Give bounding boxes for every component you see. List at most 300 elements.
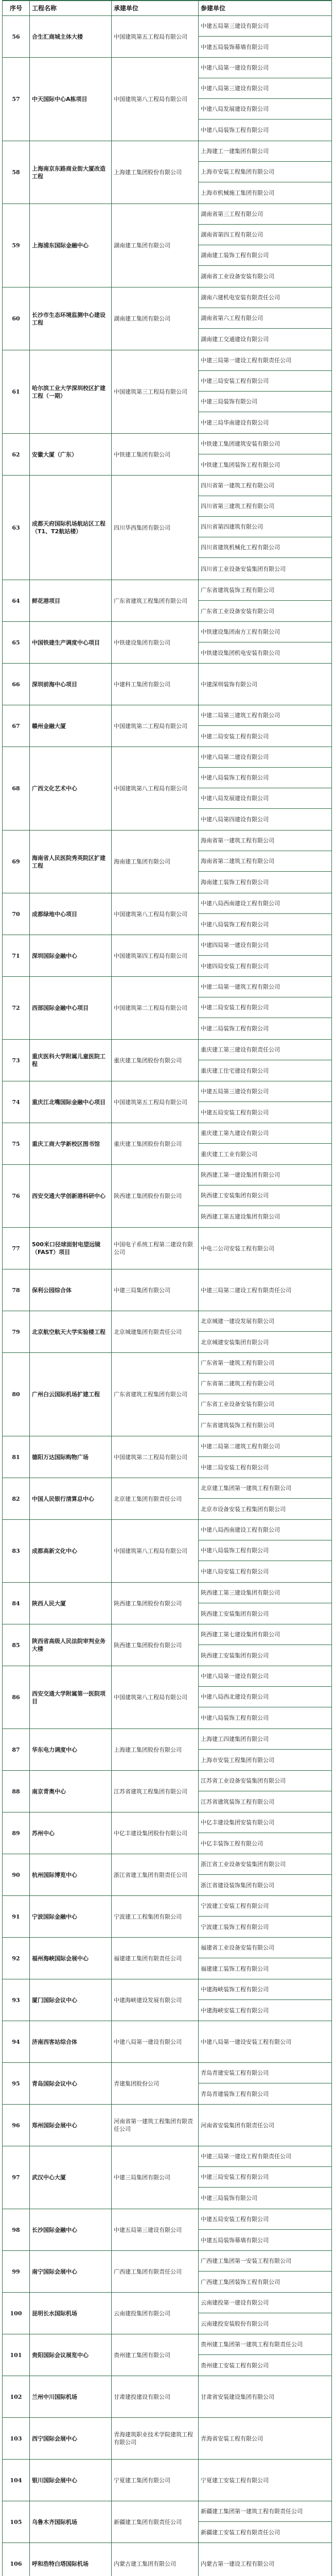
lead-contractor: 重庆建工集团股份有限公司 <box>112 1040 199 1081</box>
table-row <box>3 1353 332 1374</box>
table-row <box>3 1269 332 1311</box>
participating-unit: 青岛青建装饰工程有限公司 <box>199 2083 332 2105</box>
row-number: 103 <box>3 2418 30 2460</box>
participating-unit: 广西建工集团第一安装工程有限公司 <box>199 2251 332 2272</box>
table-row <box>3 1771 332 1791</box>
lead-contractor: 中国建筑第八工程局有限公司 <box>112 1666 199 1729</box>
participating-unit: 中建四局第一建设有限公司 <box>199 935 332 956</box>
table-row <box>3 2021 332 2063</box>
table-row <box>3 1666 332 1687</box>
table-row <box>3 16 332 37</box>
participating-unit: 中亿丰装饰工程有限公司 <box>199 1833 332 1854</box>
row-number: 104 <box>3 2460 30 2501</box>
project-name: 哈尔滨工业大学深圳校区扩建工程（一期） <box>30 350 112 434</box>
lead-contractor: 中国建筑第三工程局有限公司 <box>112 350 199 434</box>
lead-contractor: 重庆建工集团股份有限公司 <box>112 1123 199 1165</box>
lead-contractor: 湖南建工集团有限公司 <box>112 204 199 287</box>
lead-contractor: 中建三局集团有限公司 <box>112 2146 199 2209</box>
participating-unit: 新疆建工安装工程有限责任公司 <box>199 2522 332 2543</box>
table-row <box>3 622 332 642</box>
row-number: 87 <box>3 1729 30 1771</box>
participating-unit: 中建八局第四建设有限公司 <box>199 809 332 831</box>
table-row <box>3 2376 332 2418</box>
participating-unit: 内蒙古第一建设工程有限公司 <box>199 2543 332 2576</box>
participating-unit: 江苏省工业设备安装集团有限公司 <box>199 1771 332 1791</box>
lead-contractor: 广西建工集团有限责任公司 <box>112 2251 199 2293</box>
table-row <box>3 1311 332 1332</box>
table-row <box>3 1896 332 1917</box>
table-row <box>3 893 332 914</box>
participating-unit: 海南省第二建筑工程有限公司 <box>199 851 332 872</box>
participating-unit: 中建二局第二建筑工程有限公司 <box>199 1436 332 1457</box>
project-name: 武汉中心大厦 <box>30 2146 112 2209</box>
project-name: 银川国际会展中心 <box>30 2460 112 2501</box>
lead-contractor: 上海建工集团股份有限公司 <box>112 141 199 204</box>
table-row <box>3 2334 332 2355</box>
row-number: 81 <box>3 1436 30 1478</box>
participating-unit: 北京市设备安装工程集团有限公司 <box>199 1499 332 1520</box>
lead-contractor: 中国建筑第二工程局有限公司 <box>112 1436 199 1478</box>
participating-unit: 中建三局第一建设工程有限责任公司 <box>199 350 332 371</box>
project-name: 安徽大厦（广东） <box>30 434 112 476</box>
row-number: 102 <box>3 2376 30 2418</box>
project-name: 西安交通大学附属第一医院项目 <box>30 1666 112 1729</box>
lead-contractor: 北京建工集团有限责任公司 <box>112 1478 199 1520</box>
participating-unit: 广东省第一建筑工程有限公司 <box>199 1353 332 1374</box>
table-row <box>3 58 332 78</box>
header-lead: 承建单位 <box>112 1 199 16</box>
table-row <box>3 1436 332 1457</box>
lead-contractor: 中亿丰建设集团股份有限公司 <box>112 1812 199 1854</box>
project-name: 合生汇商城主体大楼 <box>30 16 112 58</box>
participating-unit: 中建八局装饰工程有限公司 <box>199 768 332 788</box>
lead-contractor: 青海建筑职业技术学院建筑工程有限公司 <box>112 2418 199 2460</box>
row-number: 86 <box>3 1666 30 1729</box>
lead-contractor: 福建建工集团有限责任公司 <box>112 1938 199 1979</box>
project-name: 保利公园综合体 <box>30 1269 112 1311</box>
table-row <box>3 1228 332 1269</box>
project-name: 陕西省高级人民法院审判业务大楼 <box>30 1624 112 1666</box>
row-number: 58 <box>3 141 30 204</box>
participating-unit: 重庆建工住宅建设有限公司 <box>199 1060 332 1081</box>
project-name: 南京青奥中心 <box>30 1771 112 1812</box>
table-row <box>3 1165 332 1185</box>
lead-contractor: 中建科工集团有限公司 <box>112 664 199 705</box>
participating-unit: 中亿丰建设集团安装有限公司 <box>199 1812 332 1833</box>
table-row <box>3 747 332 768</box>
row-number: 96 <box>3 2105 30 2146</box>
project-name: 广州白云国际机场扩建工程 <box>30 1353 112 1436</box>
participating-unit: 中建深圳装饰有限公司 <box>199 664 332 705</box>
row-number: 95 <box>3 2063 30 2105</box>
participating-unit: 中建八局装饰工程有限公司 <box>199 1540 332 1561</box>
lead-contractor: 中铁建设集团有限公司 <box>112 622 199 664</box>
table-row <box>3 831 332 851</box>
project-name: 南宁国际会展中心 <box>30 2251 112 2293</box>
lead-contractor: 广东省建筑工程集团有限公司 <box>112 580 199 622</box>
participating-unit: 中建五局安装工程有限公司 <box>199 2209 332 2230</box>
row-number: 59 <box>3 204 30 287</box>
table-row <box>3 1123 332 1144</box>
project-name: 鲜花港项目 <box>30 580 112 622</box>
row-number: 106 <box>3 2543 30 2576</box>
participating-unit: 陕西建工安装集团有限公司 <box>199 1185 332 1206</box>
table-row <box>3 2293 332 2313</box>
lead-contractor: 中建八局第一建设有限公司 <box>112 2021 199 2063</box>
participating-unit: 四川省第三建筑工程有限公司 <box>199 496 332 517</box>
participating-unit: 北京建工集团第一建筑工程有限公司 <box>199 1478 332 1499</box>
participating-unit: 甘肃省安装建设集团有限公司 <box>199 2376 332 2418</box>
lead-contractor: 江苏省建筑工程集团有限公司 <box>112 1771 199 1812</box>
participating-unit: 陕西建工安装集团有限公司 <box>199 1645 332 1666</box>
project-name: 海南省人民医院秀英院区扩建工程 <box>30 831 112 893</box>
participating-unit: 广东省工业设备安装有限公司 <box>199 1394 332 1415</box>
project-name: 宁波国际金融中心 <box>30 1896 112 1938</box>
lead-contractor: 海南建工集团有限公司 <box>112 831 199 893</box>
participating-unit: 广东省建筑装饰工程有限公司 <box>199 1415 332 1436</box>
row-number: 64 <box>3 580 30 622</box>
lead-contractor: 湖南建工集团有限公司 <box>112 287 199 350</box>
project-name: 昆明长水国际机场 <box>30 2293 112 2334</box>
header-row <box>3 1 332 16</box>
lead-contractor: 中国建筑第四工程局有限公司 <box>112 935 199 977</box>
participating-unit: 海南省第一建筑工程有限公司 <box>199 831 332 851</box>
row-number: 66 <box>3 664 30 705</box>
table-row <box>3 2251 332 2272</box>
participating-unit: 浙江省建设装饰集团有限公司 <box>199 1875 332 1896</box>
row-number: 94 <box>3 2021 30 2063</box>
row-number: 74 <box>3 1081 30 1123</box>
row-number: 97 <box>3 2146 30 2209</box>
lead-contractor: 内蒙古建工集团有限公司 <box>112 2543 199 2576</box>
participating-unit: 湖南六建机电安装有限责任公司 <box>199 287 332 308</box>
lead-contractor: 浙江省建工集团有限责任公司 <box>112 1854 199 1896</box>
project-name: 青岛国际会议中心 <box>30 2063 112 2105</box>
row-number: 57 <box>3 58 30 141</box>
participating-unit: 北京城建安装集团有限公司 <box>199 1332 332 1353</box>
row-number: 105 <box>3 2501 30 2543</box>
table-row <box>3 1938 332 1958</box>
project-name: 贵阳国际会议展览中心 <box>30 2334 112 2376</box>
project-name: 郑州国际会展中心 <box>30 2105 112 2146</box>
lead-contractor: 中国建筑第五工程局有限公司 <box>112 16 199 58</box>
participating-unit: 陕西建工第五建设集团有限公司 <box>199 1206 332 1228</box>
participating-unit: 中建五局装饰幕墙有限公司 <box>199 37 332 58</box>
participating-unit: 中建八局西北建设有限公司 <box>199 1687 332 1707</box>
lead-contractor: 四川华西集团有限公司 <box>112 476 199 580</box>
table-row <box>3 2501 332 2522</box>
project-name: 成都天府国际机场航站区工程（T1、T2航站楼） <box>30 476 112 580</box>
lead-contractor: 陕西建工集团股份有限公司 <box>112 1165 199 1228</box>
participating-unit: 贵州建工集团第一建筑工程有限责任公司 <box>199 2334 332 2355</box>
table-row <box>3 2063 332 2083</box>
participating-unit: 浙江省工业设备安装集团有限公司 <box>199 1854 332 1875</box>
lead-contractor: 新疆建工集团有限责任公司 <box>112 2501 199 2543</box>
participating-unit: 广东省工业设备安装有限公司 <box>199 601 332 622</box>
table-body <box>3 16 332 2576</box>
participating-unit: 北京城建一建设发展有限公司 <box>199 1311 332 1332</box>
participating-unit: 中建五局装饰幕墙有限公司 <box>199 2230 332 2251</box>
table-row <box>3 350 332 371</box>
row-number: 91 <box>3 1896 30 1938</box>
participating-unit: 四川省第一建筑工程有限公司 <box>199 476 332 496</box>
header-part: 参建单位 <box>199 1 332 16</box>
participating-unit: 中建三局安装工程有限公司 <box>199 2167 332 2188</box>
row-number: 68 <box>3 747 30 831</box>
participating-unit: 广东省建筑装饰工程有限公司 <box>199 580 332 601</box>
participating-unit: 中建二局第一建筑工程有限公司 <box>199 977 332 997</box>
lead-contractor: 中建海峡建设发展有限公司 <box>112 1979 199 2021</box>
row-number: 75 <box>3 1123 30 1165</box>
table-row <box>3 1040 332 1060</box>
lead-contractor: 中国建筑第二工程局有限公司 <box>112 977 199 1040</box>
lead-contractor: 甘肃建投建设有限公司 <box>112 2376 199 2418</box>
participating-unit: 福建省工业设备安装有限公司 <box>199 1938 332 1958</box>
project-name: 长沙国际金融中心 <box>30 2209 112 2251</box>
row-number: 73 <box>3 1040 30 1081</box>
participating-unit: 福建建工装饰工程有限公司 <box>199 1958 332 1979</box>
award-table <box>2 0 332 2576</box>
lead-contractor: 中建三局集团有限公司 <box>112 1269 199 1311</box>
participating-unit: 河南省安装集团有限责任公司 <box>199 2105 332 2146</box>
participating-unit: 中电二公司安装工程有限公司 <box>199 1228 332 1269</box>
participating-unit: 中建海峡装饰工程有限公司 <box>199 1979 332 2000</box>
row-number: 67 <box>3 705 30 747</box>
participating-unit: 中建八局装饰工程有限公司 <box>199 1707 332 1729</box>
participating-unit: 中建三局第一建设工程有限责任公司 <box>199 2146 332 2167</box>
participating-unit: 中建四局安装工程有限公司 <box>199 956 332 977</box>
participating-unit: 中建三局安装工程有限公司 <box>199 371 332 392</box>
participating-unit: 中建八局装饰工程有限公司 <box>199 914 332 935</box>
table-row <box>3 1478 332 1499</box>
project-name: 中国铁建生产调度中心项目 <box>30 622 112 664</box>
table-row <box>3 204 332 225</box>
participating-unit: 中铁建工集团建筑安装有限公司 <box>199 434 332 454</box>
table-row <box>3 1854 332 1875</box>
table-row <box>3 1583 332 1603</box>
lead-contractor: 中国建筑第八工程局有限公司 <box>112 893 199 935</box>
participating-unit: 中建八局第二建设有限公司 <box>199 747 332 768</box>
table-row <box>3 1812 332 1833</box>
table-row <box>3 1979 332 2000</box>
participating-unit: 四川省第四建筑有限公司 <box>199 517 332 537</box>
row-number: 61 <box>3 350 30 434</box>
table-row <box>3 2209 332 2230</box>
lead-contractor: 中国建筑第八工程局有限公司 <box>112 1520 199 1583</box>
row-number: 70 <box>3 893 30 935</box>
table-row <box>3 935 332 956</box>
participating-unit: 湖南省工业设备安装有限公司 <box>199 266 332 287</box>
participating-unit: 陕西建工第七建设集团有限公司 <box>199 1624 332 1645</box>
header-no: 序号 <box>3 1 30 16</box>
participating-unit: 青岛青建安装工程有限公司 <box>199 2063 332 2083</box>
lead-contractor: 北京城建集团有限责任公司 <box>112 1311 199 1353</box>
participating-unit: 宁波建工装饰工程有限公司 <box>199 1917 332 1938</box>
participating-unit: 中铁建工集团装饰工程有限公司 <box>199 454 332 476</box>
participating-unit: 中建海峡安装工程有限公司 <box>199 2000 332 2021</box>
participating-unit: 中建八局发展建设有限公司 <box>199 99 332 120</box>
row-number: 65 <box>3 622 30 664</box>
participating-unit: 广东省第二建筑工程有限公司 <box>199 1374 332 1394</box>
row-number: 77 <box>3 1228 30 1269</box>
row-number: 93 <box>3 1979 30 2021</box>
participating-unit: 中建五局第三建设有限公司 <box>199 1081 332 1102</box>
row-number: 82 <box>3 1478 30 1520</box>
row-number: 78 <box>3 1269 30 1311</box>
project-name: 济南西客站综合体 <box>30 2021 112 2063</box>
participating-unit: 湖南省第三工程有限公司 <box>199 204 332 225</box>
participating-unit: 上海建工四建集团有限公司 <box>199 1729 332 1750</box>
row-number: 79 <box>3 1311 30 1353</box>
lead-contractor: 中建五局第三建设有限公司 <box>112 2209 199 2251</box>
table-row <box>3 580 332 601</box>
project-name: 乌鲁木齐国际机场 <box>30 2501 112 2543</box>
project-name: 苏州中心 <box>30 1812 112 1854</box>
table-row <box>3 2146 332 2167</box>
lead-contractor: 宁波建工工程集团有限公司 <box>112 1896 199 1938</box>
participating-unit: 宁夏建工安装工程有限公司 <box>199 2460 332 2501</box>
participating-unit: 中建八局装饰工程有限公司 <box>199 120 332 141</box>
table-row <box>3 705 332 726</box>
lead-contractor: 中国电子系统工程第二建设有限公司 <box>112 1228 199 1269</box>
table-row <box>3 2460 332 2501</box>
project-name: 重庆医科大学附属儿童医院工程 <box>30 1040 112 1081</box>
lead-contractor: 宁夏建工集团有限公司 <box>112 2460 199 2501</box>
project-name: 深圳国际金融中心 <box>30 935 112 977</box>
participating-unit: 中建三局第二建设工程有限责任公司 <box>199 1269 332 1311</box>
project-name: 厦门国际会议中心 <box>30 1979 112 2021</box>
project-name: 500米口径球面射电望远镜（FAST）项目 <box>30 1228 112 1269</box>
table-row <box>3 476 332 496</box>
row-number: 63 <box>3 476 30 580</box>
table-row <box>3 2543 332 2576</box>
row-number: 89 <box>3 1812 30 1854</box>
project-name: 呼和浩特白塔国际机场 <box>30 2543 112 2576</box>
row-number: 71 <box>3 935 30 977</box>
participating-unit: 重庆建工第三建设有限责任公司 <box>199 1040 332 1060</box>
row-number: 84 <box>3 1583 30 1624</box>
table-row <box>3 1081 332 1102</box>
participating-unit: 新疆建工集团第一建筑工程有限责任公司 <box>199 2501 332 2522</box>
row-number: 60 <box>3 287 30 350</box>
participating-unit: 湖南省第六工程有限公司 <box>199 308 332 329</box>
table-row <box>3 141 332 162</box>
participating-unit: 中建八局安装工程有限公司 <box>199 1561 332 1583</box>
participating-unit: 中建八局第一建设有限公司 <box>199 1666 332 1687</box>
project-name: 德阳万达国际购物广场 <box>30 1436 112 1478</box>
project-name: 赣州金融大厦 <box>30 705 112 747</box>
project-name: 西部国际金融中心项目 <box>30 977 112 1040</box>
participating-unit: 中建八局西南建设工程有限公司 <box>199 893 332 914</box>
lead-contractor: 贵州建工集团有限公司 <box>112 2334 199 2376</box>
participating-unit: 上海市机械施工集团有限公司 <box>199 182 332 204</box>
project-name: 福州海峡国际会展中心 <box>30 1938 112 1979</box>
participating-unit: 中建三局装饰有限公司 <box>199 2188 332 2209</box>
participating-unit: 中建二局装饰工程有限公司 <box>199 1018 332 1040</box>
table-row <box>3 977 332 997</box>
participating-unit: 云南建投第一建设有限公司 <box>199 2293 332 2313</box>
project-name: 广西文化艺术中心 <box>30 747 112 831</box>
row-number: 85 <box>3 1624 30 1666</box>
participating-unit: 上海市安装工程集团有限公司 <box>199 1750 332 1771</box>
project-name: 兰州中川国际机场 <box>30 2376 112 2418</box>
lead-contractor: 中国建筑第八工程局有限公司 <box>112 747 199 831</box>
participating-unit: 中建二局安装工程有限公司 <box>199 1457 332 1478</box>
row-number: 88 <box>3 1771 30 1812</box>
project-name: 陕西人民大厦 <box>30 1583 112 1624</box>
participating-unit: 中建二局安装工程有限公司 <box>199 726 332 747</box>
participating-unit: 上海市安装工程集团有限公司 <box>199 162 332 182</box>
participating-unit: 陕西建工第三建设集团有限公司 <box>199 1583 332 1603</box>
row-number: 62 <box>3 434 30 476</box>
project-name: 杭州国际博览中心 <box>30 1854 112 1896</box>
row-number: 92 <box>3 1938 30 1979</box>
participating-unit: 中建八局发展建设有限公司 <box>199 788 332 809</box>
lead-contractor: 河南省第一建筑工程集团有限责任公司 <box>112 2105 199 2146</box>
row-number: 98 <box>3 2209 30 2251</box>
participating-unit: 陕西建工第一建设集团有限公司 <box>199 1165 332 1185</box>
row-number: 83 <box>3 1520 30 1583</box>
lead-contractor: 青建集团股份公司 <box>112 2063 199 2105</box>
participating-unit: 江苏省建筑装饰工程有限公司 <box>199 1791 332 1812</box>
row-number: 69 <box>3 831 30 893</box>
participating-unit: 重庆建工工业有限公司 <box>199 1144 332 1165</box>
table-row <box>3 1729 332 1750</box>
project-name: 中国人民银行清算总中心 <box>30 1478 112 1520</box>
project-name: 西宁国际会展中心 <box>30 2418 112 2460</box>
row-number: 80 <box>3 1353 30 1436</box>
participating-unit: 中铁建设集团机电安装有限公司 <box>199 642 332 664</box>
row-number: 76 <box>3 1165 30 1228</box>
participating-unit: 宁波建工安装工程有限公司 <box>199 1896 332 1917</box>
participating-unit: 海南建工装饰工程有限公司 <box>199 872 332 893</box>
table-row <box>3 1520 332 1540</box>
lead-contractor: 中国建筑第八工程局有限公司 <box>112 58 199 141</box>
table-row <box>3 434 332 454</box>
participating-unit: 中建八局第一建设安装工程有限公司 <box>199 2021 332 2063</box>
table-row <box>3 2105 332 2146</box>
project-name: 上海南京东路商业街大厦改造工程 <box>30 141 112 204</box>
lead-contractor: 广东省建筑工程集团有限公司 <box>112 1353 199 1436</box>
participating-unit: 中建二局第三建筑工程有限公司 <box>199 705 332 726</box>
participating-unit: 中建八局第一建设有限公司 <box>199 58 332 78</box>
project-name: 上海浦东国际金融中心 <box>30 204 112 287</box>
row-number: 100 <box>3 2293 30 2334</box>
row-number: 90 <box>3 1854 30 1896</box>
participating-unit: 广西建工集团装饰工程有限公司 <box>199 2272 332 2293</box>
row-number: 56 <box>3 16 30 58</box>
participating-unit: 中建三局装饰有限公司 <box>199 392 332 412</box>
project-name: 成都高新文化中心 <box>30 1520 112 1583</box>
participating-unit: 上海建工一建集团有限公司 <box>199 141 332 162</box>
participating-unit: 中铁建设集团南方工程有限公司 <box>199 622 332 642</box>
participating-unit: 贵州建工安装工程有限公司 <box>199 2355 332 2376</box>
participating-unit: 湖南建工交通建设有限公司 <box>199 329 332 350</box>
participating-unit: 中建八局西南建设工程有限公司 <box>199 1520 332 1540</box>
project-name: 华东电力调度中心 <box>30 1729 112 1771</box>
project-name: 西安交通大学创新港科研中心 <box>30 1165 112 1228</box>
project-name: 成都绿地中心项目 <box>30 893 112 935</box>
row-number: 101 <box>3 2334 30 2376</box>
participating-unit: 中建三局华南建设有限公司 <box>199 412 332 434</box>
table-row <box>3 2418 332 2460</box>
table-row <box>3 1624 332 1645</box>
table-row <box>3 664 332 705</box>
participating-unit: 云南建投安装股份有限公司 <box>199 2313 332 2334</box>
lead-contractor: 中国建筑第二工程局有限公司 <box>112 705 199 747</box>
row-number: 99 <box>3 2251 30 2293</box>
participating-unit: 中建八局第三建设有限公司 <box>199 78 332 99</box>
